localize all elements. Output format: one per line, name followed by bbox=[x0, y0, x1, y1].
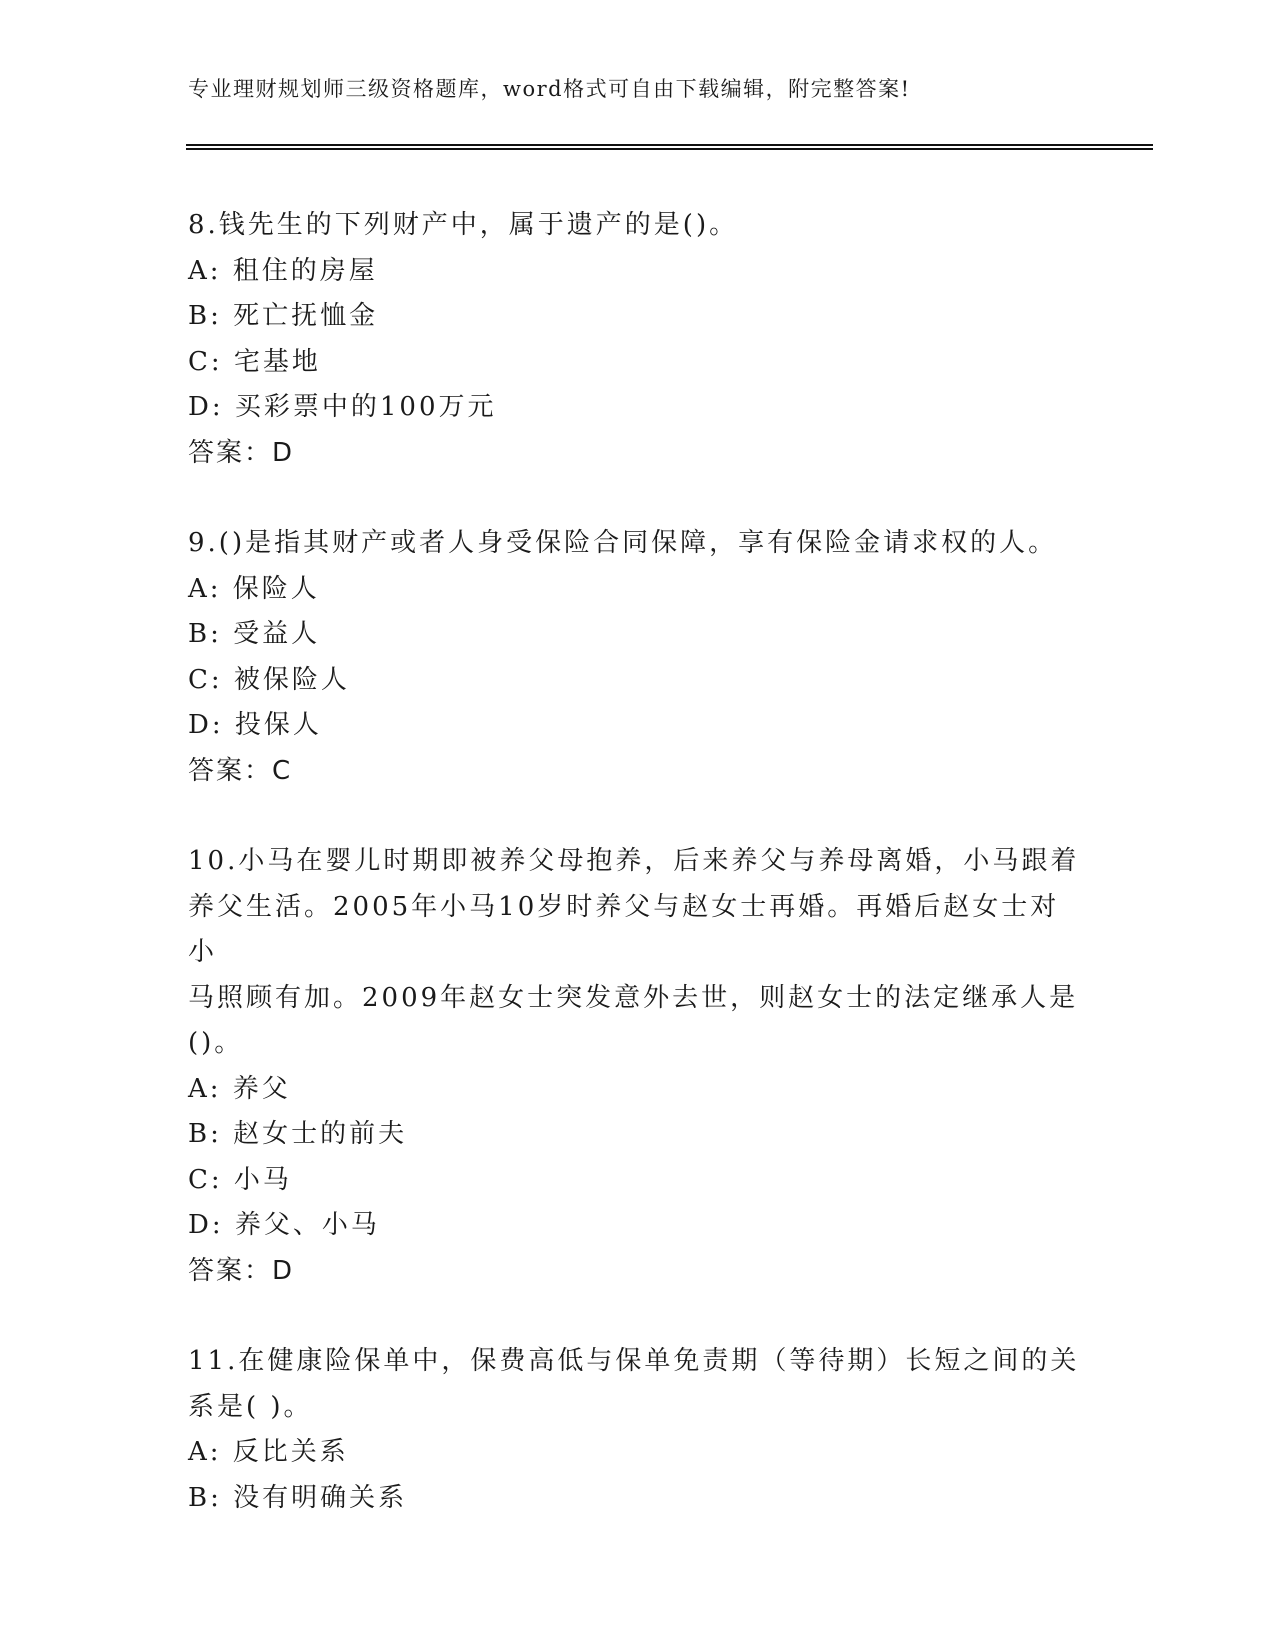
option-b: B: 没有明确关系 bbox=[188, 1482, 408, 1513]
option-a: A: 保险人 bbox=[188, 573, 320, 604]
option-d: D: 投保人 bbox=[188, 710, 322, 740]
answer-line: 答案：D bbox=[188, 437, 295, 468]
option-b: B: 受益人 bbox=[188, 619, 321, 649]
stem-line: 9.()是指其财产或者人身受保险合同保障，享有保险金请求权的人。 bbox=[188, 528, 1058, 558]
stem-line: 养父生活。2005年小马10岁时养父与赵女士再婚。再婚后赵女士对小 bbox=[188, 891, 1060, 967]
question-stem bbox=[188, 521, 1088, 567]
option-a: A: 租住的房屋 bbox=[188, 255, 378, 286]
stem-line: ()。 bbox=[188, 1028, 244, 1058]
question-10 bbox=[188, 839, 1088, 1294]
option-b: B: 赵女士的前夫 bbox=[188, 1119, 408, 1149]
option-b: B: 死亡抚恤金 bbox=[188, 301, 379, 331]
stem-line: 马照顾有加。2009年赵女士突发意外去世，则赵女士的法定继承人是 bbox=[188, 982, 1079, 1013]
option-d: D: 养父、小马 bbox=[188, 1210, 380, 1240]
question-9 bbox=[188, 521, 1088, 794]
stem-line: 系是( )。 bbox=[188, 1391, 313, 1422]
answer-line: 答案：C bbox=[188, 755, 293, 786]
option-c: C: 被保险人 bbox=[188, 664, 350, 695]
option-a: A: 反比关系 bbox=[188, 1437, 349, 1467]
question-stem bbox=[188, 203, 1088, 249]
question-stem bbox=[188, 839, 1088, 1067]
question-list bbox=[188, 203, 1088, 1566]
option-c: C: 小马 bbox=[188, 1164, 292, 1195]
question-11 bbox=[188, 1339, 1088, 1521]
stem-line: 8.钱先生的下列财产中，属于遗产的是()。 bbox=[188, 210, 739, 240]
option-c: C: 宅基地 bbox=[188, 346, 321, 377]
option-d: D: 买彩票中的100万元 bbox=[188, 392, 497, 422]
question-8 bbox=[188, 203, 1088, 476]
header-divider bbox=[186, 144, 1153, 146]
question-stem bbox=[188, 1339, 1088, 1430]
stem-line: 10.小马在婴儿时期即被养父母抱养，后来养父与养母离婚，小马跟着 bbox=[188, 846, 1080, 876]
header-title: 专业理财规划师三级资格题库，word格式可自由下载编辑，附完整答案! bbox=[188, 77, 911, 101]
option-a: A: 养父 bbox=[188, 1073, 291, 1104]
stem-line: 11.在健康险保单中，保费高低与保单免责期（等待期）长短之间的关 bbox=[188, 1346, 1080, 1376]
answer-line: 答案：D bbox=[188, 1255, 295, 1286]
